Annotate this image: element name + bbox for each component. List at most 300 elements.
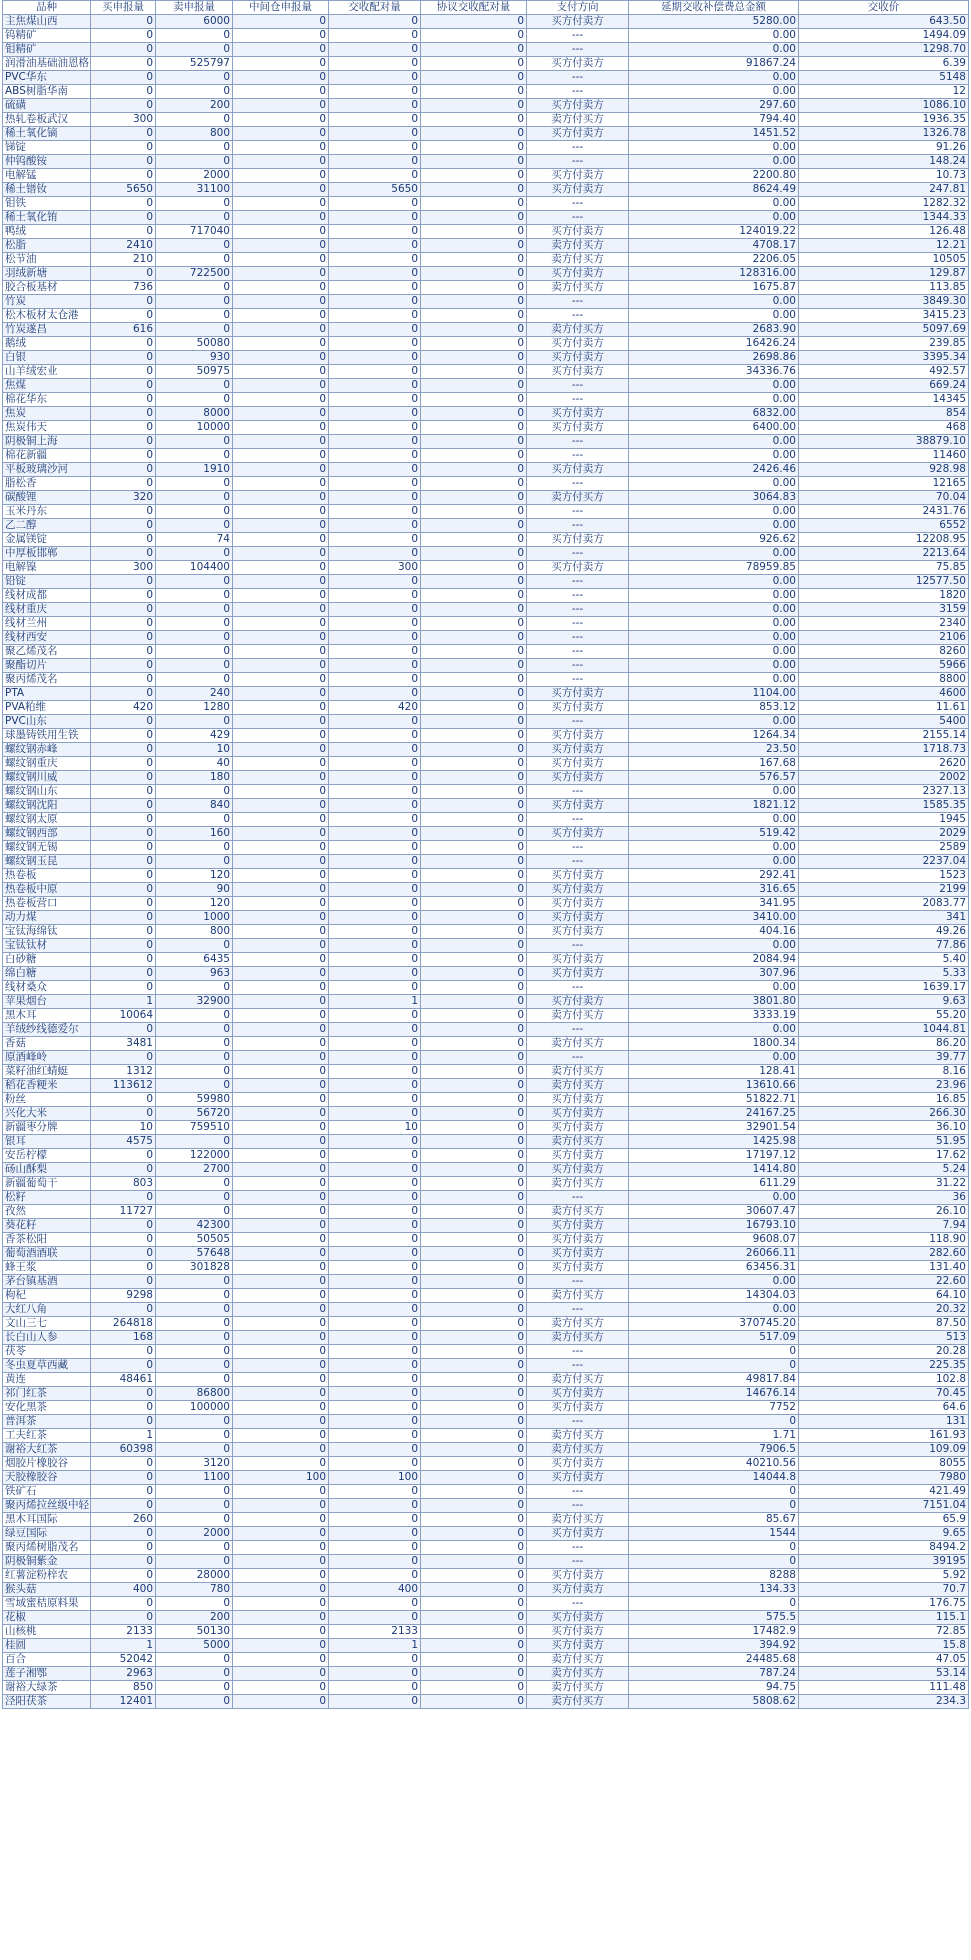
- col-payment-direction-cell: 买方付卖方: [527, 1471, 629, 1485]
- col-buy-declared-cell: 0: [91, 1303, 156, 1317]
- col-compensation-total-cell: 0.00: [629, 141, 799, 155]
- table-row: [3, 799, 969, 813]
- col-variety-cell: 文山三七: [3, 1317, 91, 1331]
- col-buy-declared-cell: 0: [91, 883, 156, 897]
- col-compensation-total-cell: 91867.24: [629, 57, 799, 71]
- col-agreement-matched-cell: 0: [421, 855, 527, 869]
- col-buy-declared-cell: 0: [91, 225, 156, 239]
- col-matched-cell: 0: [329, 799, 421, 813]
- col-intermediate-declared-cell: 0: [233, 883, 329, 897]
- col-variety-cell: 葡萄酒酒联: [3, 1247, 91, 1261]
- table-row: [3, 1583, 969, 1597]
- col-compensation-total-cell: 0.00: [629, 981, 799, 995]
- col-settlement-price-cell: 72.85: [799, 1625, 969, 1639]
- col-variety-cell: PVC华东: [3, 71, 91, 85]
- col-matched-cell: 0: [329, 715, 421, 729]
- col-sell-declared-cell: 200: [156, 99, 233, 113]
- col-intermediate-declared-cell: 0: [233, 1443, 329, 1457]
- col-payment-direction-cell: 买方付卖方: [527, 1457, 629, 1471]
- col-intermediate-declared-cell: 0: [233, 1653, 329, 1667]
- col-sell-declared-cell: 42300: [156, 1219, 233, 1233]
- col-matched-cell: 0: [329, 1667, 421, 1681]
- col-payment-direction-cell: ---: [527, 813, 629, 827]
- col-intermediate-declared-cell: 0: [233, 1513, 329, 1527]
- col-sell-declared-cell: 930: [156, 351, 233, 365]
- col-intermediate-declared-cell: 0: [233, 855, 329, 869]
- col-agreement-matched-cell: 0: [421, 1051, 527, 1065]
- col-buy-declared-cell: 0: [91, 645, 156, 659]
- col-payment-direction-cell: ---: [527, 1555, 629, 1569]
- col-settlement-price-cell: 492.57: [799, 365, 969, 379]
- col-compensation-total-cell: 0.00: [629, 43, 799, 57]
- table-row: [3, 225, 969, 239]
- col-matched-cell: 0: [329, 71, 421, 85]
- col-settlement-price-cell: 928.98: [799, 463, 969, 477]
- col-intermediate-declared-cell: 0: [233, 99, 329, 113]
- col-settlement-price-cell: 1086.10: [799, 99, 969, 113]
- col-matched-cell: 0: [329, 533, 421, 547]
- col-payment-direction-cell: ---: [527, 393, 629, 407]
- col-variety-cell: 乙二醇: [3, 519, 91, 533]
- col-compensation-total-cell: 0.00: [629, 785, 799, 799]
- col-settlement-price-cell: 341: [799, 911, 969, 925]
- col-agreement-matched-cell: 0: [421, 1261, 527, 1275]
- col-intermediate-declared-cell: 0: [233, 757, 329, 771]
- col-agreement-matched-cell: 0: [421, 1625, 527, 1639]
- table-body: [3, 15, 969, 1709]
- col-sell-declared-cell: 0: [156, 1205, 233, 1219]
- col-variety-cell: 竹炭遂昌: [3, 323, 91, 337]
- col-matched-cell: 0: [329, 953, 421, 967]
- col-variety-cell: 山核桃: [3, 1625, 91, 1639]
- col-payment-direction-cell: 卖方付买方: [527, 1429, 629, 1443]
- col-compensation-total-cell: 404.16: [629, 925, 799, 939]
- col-matched-cell: 0: [329, 1457, 421, 1471]
- col-sell-declared-cell: 0: [156, 1275, 233, 1289]
- col-matched-cell: 0: [329, 337, 421, 351]
- col-matched-cell: 0: [329, 967, 421, 981]
- col-buy-declared-cell: 0: [91, 533, 156, 547]
- col-variety-cell: 长白山人参: [3, 1331, 91, 1345]
- col-buy-declared-cell: 0: [91, 785, 156, 799]
- col-intermediate-declared-cell: 0: [233, 1247, 329, 1261]
- col-intermediate-declared-cell: 0: [233, 729, 329, 743]
- col-compensation-total-cell: 0.00: [629, 1303, 799, 1317]
- col-payment-direction-cell: 卖方付买方: [527, 1695, 629, 1709]
- col-compensation-total-cell: 0.00: [629, 295, 799, 309]
- col-payment-direction-cell: 买方付卖方: [527, 1611, 629, 1625]
- col-buy-declared-cell: 0: [91, 673, 156, 687]
- col-sell-declared-cell: 120: [156, 897, 233, 911]
- col-payment-direction-cell: ---: [527, 715, 629, 729]
- col-sell-declared-cell: 0: [156, 393, 233, 407]
- col-intermediate-declared-cell: 0: [233, 1009, 329, 1023]
- col-buy-declared-cell: 10064: [91, 1009, 156, 1023]
- col-matched-cell: 0: [329, 1387, 421, 1401]
- col-intermediate-declared-cell: 0: [233, 1205, 329, 1219]
- col-sell-declared-cell: 1280: [156, 701, 233, 715]
- col-buy-declared-cell: 0: [91, 57, 156, 71]
- col-sell-declared-cell: 28000: [156, 1569, 233, 1583]
- col-intermediate-declared-cell: 0: [233, 15, 329, 29]
- table-row: [3, 281, 969, 295]
- col-sell-declared-cell: 0: [156, 673, 233, 687]
- col-buy-declared-cell: 0: [91, 855, 156, 869]
- col-variety-cell: 砀山酥梨: [3, 1163, 91, 1177]
- col-settlement-price-cell: 2620: [799, 757, 969, 771]
- col-matched-cell: 0: [329, 113, 421, 127]
- col-agreement-matched-cell: 0: [421, 799, 527, 813]
- table-row: [3, 827, 969, 841]
- col-matched-cell: 2133: [329, 1625, 421, 1639]
- col-intermediate-declared-cell: 0: [233, 1541, 329, 1555]
- col-agreement-matched-cell: 0: [421, 1597, 527, 1611]
- col-sell-declared-cell: 1100: [156, 1471, 233, 1485]
- col-compensation-total-cell: 24485.68: [629, 1653, 799, 1667]
- col-buy-declared-cell: 0: [91, 1233, 156, 1247]
- col-compensation-total-cell: 0: [629, 1499, 799, 1513]
- header-row: [3, 1, 969, 15]
- col-compensation-total-cell: 0.00: [629, 309, 799, 323]
- col-compensation-total-cell: 40210.56: [629, 1457, 799, 1471]
- col-settlement-price-cell: 468: [799, 421, 969, 435]
- col-compensation-total-cell: 2206.05: [629, 253, 799, 267]
- col-sell-declared-cell: 0: [156, 939, 233, 953]
- col-buy-declared-cell: 0: [91, 1023, 156, 1037]
- col-compensation-total-cell: 517.09: [629, 1331, 799, 1345]
- col-intermediate-declared-cell: 0: [233, 1275, 329, 1289]
- col-compensation-total-cell: 0.00: [629, 1275, 799, 1289]
- col-settlement-price-cell: 6.39: [799, 57, 969, 71]
- table-row: [3, 1541, 969, 1555]
- col-payment-direction-cell: ---: [527, 295, 629, 309]
- col-agreement-matched-cell: 0: [421, 1387, 527, 1401]
- table-row: [3, 981, 969, 995]
- col-intermediate-declared-cell: 0: [233, 1695, 329, 1709]
- col-buy-declared-cell: 60398: [91, 1443, 156, 1457]
- col-sell-declared-cell: 2700: [156, 1163, 233, 1177]
- table-row: [3, 435, 969, 449]
- table-row: [3, 561, 969, 575]
- col-agreement-matched-cell: 0: [421, 729, 527, 743]
- col-compensation-total-cell: 5280.00: [629, 15, 799, 29]
- col-variety-cell: 铅锭: [3, 575, 91, 589]
- col-variety-cell: 球墨铸铁用生铁: [3, 729, 91, 743]
- col-payment-direction-cell: ---: [527, 617, 629, 631]
- col-settlement-price-cell: 2340: [799, 617, 969, 631]
- col-matched-cell: 0: [329, 687, 421, 701]
- col-buy-declared-cell: 0: [91, 1163, 156, 1177]
- col-compensation-total-cell: 3410.00: [629, 911, 799, 925]
- col-variety-cell: 棉花华东: [3, 393, 91, 407]
- col-settlement-price-cell: 22.60: [799, 1275, 969, 1289]
- col-matched-cell: 0: [329, 491, 421, 505]
- col-agreement-matched-cell: 0: [421, 1233, 527, 1247]
- col-sell-declared-cell: 120: [156, 869, 233, 883]
- col-agreement-matched-cell: 0: [421, 379, 527, 393]
- table-row: [3, 211, 969, 225]
- col-compensation-total-cell: 51822.71: [629, 1093, 799, 1107]
- col-compensation-total-cell: 1.71: [629, 1429, 799, 1443]
- col-matched-cell: 0: [329, 281, 421, 295]
- col-buy-declared-cell: 0: [91, 155, 156, 169]
- col-intermediate-declared-cell: 0: [233, 1569, 329, 1583]
- col-sell-declared-cell: 2000: [156, 169, 233, 183]
- col-variety-header: 品种: [3, 1, 91, 15]
- col-intermediate-declared-cell: 0: [233, 421, 329, 435]
- col-agreement-matched-cell: 0: [421, 1373, 527, 1387]
- col-matched-cell: 0: [329, 1695, 421, 1709]
- col-compensation-total-cell: 8624.49: [629, 183, 799, 197]
- col-matched-cell: 0: [329, 1317, 421, 1331]
- col-sell-declared-cell: 0: [156, 1541, 233, 1555]
- table-row: [3, 15, 969, 29]
- col-intermediate-declared-cell: 0: [233, 631, 329, 645]
- col-settlement-price-cell: 2431.76: [799, 505, 969, 519]
- settlement-table: [2, 0, 969, 1709]
- col-settlement-price-cell: 16.85: [799, 1093, 969, 1107]
- col-matched-cell: 0: [329, 155, 421, 169]
- table-row: [3, 1625, 969, 1639]
- col-agreement-matched-cell: 0: [421, 953, 527, 967]
- col-settlement-price-cell: 17.62: [799, 1149, 969, 1163]
- col-matched-cell: 0: [329, 1331, 421, 1345]
- table-row: [3, 869, 969, 883]
- col-sell-declared-cell: 50080: [156, 337, 233, 351]
- col-intermediate-declared-cell: 0: [233, 1191, 329, 1205]
- col-agreement-matched-cell: 0: [421, 603, 527, 617]
- col-compensation-total-cell: 17197.12: [629, 1149, 799, 1163]
- col-intermediate-declared-cell: 0: [233, 309, 329, 323]
- col-compensation-total-cell: 0.00: [629, 435, 799, 449]
- table-row: [3, 1373, 969, 1387]
- col-settlement-price-cell: 109.09: [799, 1443, 969, 1457]
- col-sell-declared-cell: 0: [156, 435, 233, 449]
- col-intermediate-declared-cell: 0: [233, 295, 329, 309]
- col-sell-declared-cell: 0: [156, 1177, 233, 1191]
- col-buy-declared-cell: 0: [91, 603, 156, 617]
- col-payment-direction-cell: ---: [527, 505, 629, 519]
- col-payment-direction-cell: 买方付卖方: [527, 799, 629, 813]
- col-intermediate-declared-cell: 0: [233, 281, 329, 295]
- col-settlement-price-cell: 5.24: [799, 1163, 969, 1177]
- table-row: [3, 197, 969, 211]
- col-matched-cell: 0: [329, 673, 421, 687]
- col-agreement-matched-cell: 0: [421, 1317, 527, 1331]
- table-row: [3, 1331, 969, 1345]
- col-variety-cell: 大红八角: [3, 1303, 91, 1317]
- col-payment-direction-cell: 买方付卖方: [527, 561, 629, 575]
- col-payment-direction-cell: 卖方付买方: [527, 1681, 629, 1695]
- col-agreement-matched-cell: 0: [421, 659, 527, 673]
- col-settlement-price-cell: 5148: [799, 71, 969, 85]
- col-sell-declared-cell: 0: [156, 239, 233, 253]
- col-sell-declared-cell: 800: [156, 127, 233, 141]
- col-settlement-price-cell: 131: [799, 1415, 969, 1429]
- col-payment-direction-cell: 买方付卖方: [527, 1387, 629, 1401]
- col-intermediate-declared-cell: 0: [233, 701, 329, 715]
- col-payment-direction-cell: ---: [527, 631, 629, 645]
- col-payment-direction-cell: 买方付卖方: [527, 995, 629, 1009]
- col-matched-cell: 0: [329, 589, 421, 603]
- table-row: [3, 967, 969, 981]
- col-matched-cell: 0: [329, 1163, 421, 1177]
- col-compensation-total-cell: 2426.46: [629, 463, 799, 477]
- col-settlement-price-cell: 75.85: [799, 561, 969, 575]
- col-payment-direction-cell: 卖方付买方: [527, 1331, 629, 1345]
- col-variety-cell: 棉花新疆: [3, 449, 91, 463]
- col-sell-declared-cell: 0: [156, 449, 233, 463]
- col-payment-direction-cell: 卖方付买方: [527, 1513, 629, 1527]
- col-compensation-total-cell: 0.00: [629, 813, 799, 827]
- col-variety-cell: 硫磺: [3, 99, 91, 113]
- col-buy-declared-cell: 0: [91, 743, 156, 757]
- col-buy-declared-cell: 0: [91, 127, 156, 141]
- table-row: [3, 183, 969, 197]
- col-payment-direction-cell: 卖方付买方: [527, 253, 629, 267]
- col-sell-declared-cell: 0: [156, 155, 233, 169]
- col-sell-declared-cell: 0: [156, 1499, 233, 1513]
- col-variety-cell: 绿豆国际: [3, 1527, 91, 1541]
- col-payment-direction-cell: 卖方付买方: [527, 1177, 629, 1191]
- col-sell-declared-cell: 0: [156, 1009, 233, 1023]
- col-variety-cell: 线材兰州: [3, 617, 91, 631]
- col-variety-cell: 螺纹钢山东: [3, 785, 91, 799]
- col-agreement-matched-cell: 0: [421, 1443, 527, 1457]
- table-row: [3, 421, 969, 435]
- col-agreement-matched-cell: 0: [421, 113, 527, 127]
- col-buy-declared-cell: 0: [91, 407, 156, 421]
- table-row: [3, 1345, 969, 1359]
- col-agreement-matched-cell: 0: [421, 757, 527, 771]
- col-buy-declared-cell: 0: [91, 925, 156, 939]
- col-intermediate-declared-cell: 0: [233, 785, 329, 799]
- col-agreement-matched-cell: 0: [421, 883, 527, 897]
- col-matched-cell: 0: [329, 1233, 421, 1247]
- col-matched-cell: 0: [329, 1023, 421, 1037]
- col-variety-cell: 茯苓: [3, 1345, 91, 1359]
- col-payment-direction-cell: 卖方付买方: [527, 1667, 629, 1681]
- col-intermediate-declared-cell: 0: [233, 1415, 329, 1429]
- col-agreement-matched-cell: 0: [421, 995, 527, 1009]
- table-row: [3, 603, 969, 617]
- table-row: [3, 1177, 969, 1191]
- col-matched-cell: 400: [329, 1583, 421, 1597]
- col-variety-cell: 钨精矿: [3, 29, 91, 43]
- col-variety-cell: 兴化大米: [3, 1107, 91, 1121]
- col-compensation-total-cell: 23.50: [629, 743, 799, 757]
- col-agreement-matched-cell: 0: [421, 939, 527, 953]
- col-agreement-matched-cell: 0: [421, 127, 527, 141]
- col-matched-cell: 0: [329, 1345, 421, 1359]
- col-agreement-matched-cell: 0: [421, 295, 527, 309]
- col-payment-direction-cell: 卖方付买方: [527, 323, 629, 337]
- col-intermediate-declared-cell: 0: [233, 1625, 329, 1639]
- table-row: [3, 1135, 969, 1149]
- col-matched-cell: 0: [329, 645, 421, 659]
- col-buy-declared-cell: 0: [91, 505, 156, 519]
- table-row: [3, 659, 969, 673]
- col-payment-direction-cell: 买方付卖方: [527, 421, 629, 435]
- col-buy-declared-cell: 0: [91, 1219, 156, 1233]
- col-intermediate-declared-cell: 0: [233, 43, 329, 57]
- col-matched-cell: 0: [329, 463, 421, 477]
- col-intermediate-declared-cell: 0: [233, 1051, 329, 1065]
- col-payment-direction-cell: 买方付卖方: [527, 1121, 629, 1135]
- col-compensation-total-cell: 0.00: [629, 155, 799, 169]
- col-settlement-price-cell: 26.10: [799, 1205, 969, 1219]
- col-matched-cell: 0: [329, 1289, 421, 1303]
- col-sell-declared-cell: 0: [156, 1051, 233, 1065]
- col-buy-declared-cell: 0: [91, 939, 156, 953]
- col-variety-cell: 锑锭: [3, 141, 91, 155]
- col-compensation-total-cell: 1451.52: [629, 127, 799, 141]
- col-sell-declared-cell: 8000: [156, 407, 233, 421]
- col-variety-cell: 谢裕大红茶: [3, 1443, 91, 1457]
- col-compensation-total-cell: 6400.00: [629, 421, 799, 435]
- col-compensation-total-cell: 24167.25: [629, 1107, 799, 1121]
- col-agreement-matched-cell: 0: [421, 925, 527, 939]
- table-row: [3, 1653, 969, 1667]
- col-intermediate-declared-cell: 0: [233, 1149, 329, 1163]
- col-settlement-price-cell: 70.7: [799, 1583, 969, 1597]
- col-sell-declared-cell: 56720: [156, 1107, 233, 1121]
- col-matched-cell: 420: [329, 701, 421, 715]
- col-settlement-price-cell: 49.26: [799, 925, 969, 939]
- col-sell-declared-cell: 0: [156, 281, 233, 295]
- col-settlement-price-cell: 8260: [799, 645, 969, 659]
- col-variety-cell: 焦炭伟天: [3, 421, 91, 435]
- col-agreement-matched-cell: 0: [421, 323, 527, 337]
- col-settlement-price-cell: 1282.32: [799, 197, 969, 211]
- col-compensation-total-cell: 2200.80: [629, 169, 799, 183]
- col-payment-direction-cell: 买方付卖方: [527, 169, 629, 183]
- col-intermediate-declared-cell: 0: [233, 1135, 329, 1149]
- col-sell-declared-cell: 840: [156, 799, 233, 813]
- col-agreement-matched-cell: 0: [421, 1107, 527, 1121]
- col-matched-cell: 0: [329, 869, 421, 883]
- col-matched-cell: 0: [329, 1009, 421, 1023]
- col-sell-declared-cell: 0: [156, 1667, 233, 1681]
- table-row: [3, 57, 969, 71]
- col-sell-declared-cell: 0: [156, 631, 233, 645]
- col-agreement-matched-cell: 0: [421, 491, 527, 505]
- col-compensation-total-cell: 0.00: [629, 1191, 799, 1205]
- col-sell-declared-cell: 6000: [156, 15, 233, 29]
- col-variety-cell: 聚丙烯拉丝级中轻: [3, 1499, 91, 1513]
- table-row: [3, 85, 969, 99]
- col-payment-direction-cell: 买方付卖方: [527, 1625, 629, 1639]
- col-settlement-price-cell: 2213.64: [799, 547, 969, 561]
- col-agreement-matched-cell: 0: [421, 827, 527, 841]
- col-compensation-total-cell: 0: [629, 1555, 799, 1569]
- col-matched-cell: 0: [329, 757, 421, 771]
- col-buy-declared-cell: 300: [91, 113, 156, 127]
- col-payment-direction-cell: 买方付卖方: [527, 57, 629, 71]
- col-buy-declared-cell: 0: [91, 1527, 156, 1541]
- col-payment-direction-cell: 买方付卖方: [527, 351, 629, 365]
- col-intermediate-declared-cell: 0: [233, 827, 329, 841]
- col-agreement-matched-cell: 0: [421, 981, 527, 995]
- table-row: [3, 687, 969, 701]
- col-sell-declared-cell: 10000: [156, 421, 233, 435]
- col-payment-direction-cell: 卖方付买方: [527, 113, 629, 127]
- col-intermediate-declared-cell: 0: [233, 393, 329, 407]
- col-payment-direction-header: 支付方向: [527, 1, 629, 15]
- col-compensation-total-cell: 292.41: [629, 869, 799, 883]
- col-matched-cell: 0: [329, 99, 421, 113]
- col-settlement-price-cell: 111.48: [799, 1681, 969, 1695]
